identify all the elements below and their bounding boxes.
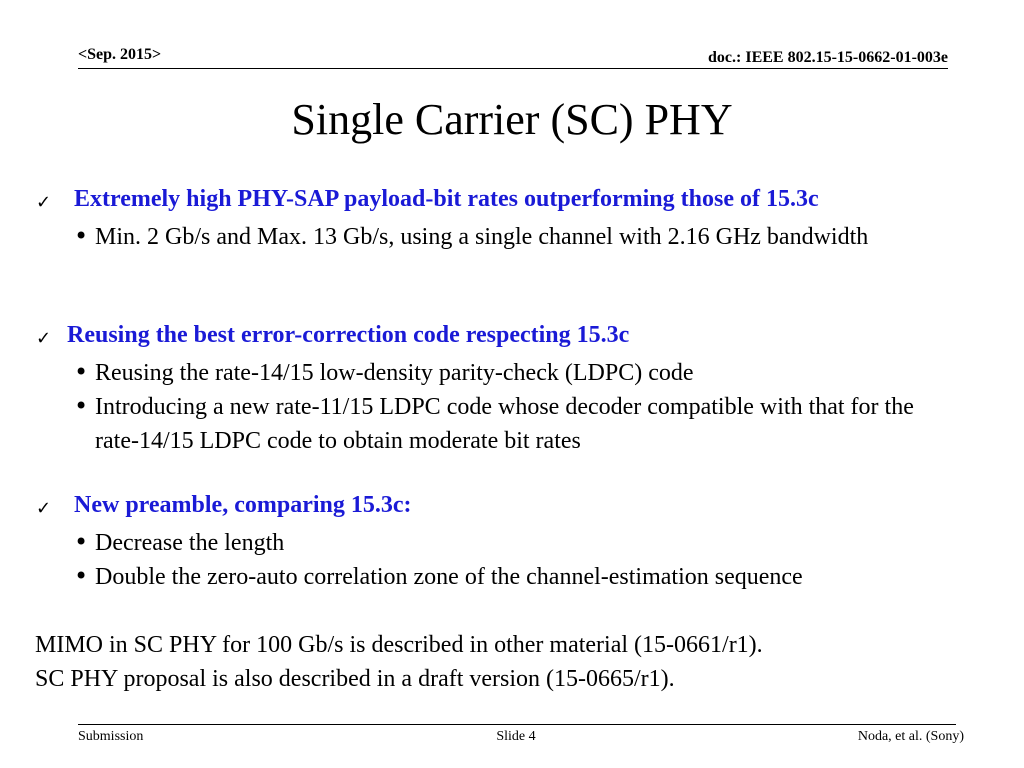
bullet-text: Min. 2 Gb/s and Max. 13 Gb/s, using a single channel with 2.16 GHz bandwidth: [95, 224, 869, 250]
note-text: MIMO in SC PHY for 100 Gb/s is described in other material (15-0661/r1).: [35, 632, 763, 658]
header-divider: [78, 68, 948, 69]
bullet-text: Introducing a new rate-11/15 LDPC code whose decoder compatible with that for the rate-14/15 LDPC code to obtain moderate bit rates: [95, 394, 914, 454]
header-doc-id: doc.: IEEE 802.15-15-0662-01-003e: [708, 49, 948, 66]
note-text: SC PHY proposal is also described in a draft version (15-0665/r1).: [35, 666, 675, 692]
footer-slide-number: Slide 4: [496, 729, 536, 744]
checkmark-icon: ✓: [36, 192, 52, 213]
bullet-icon: •: [74, 528, 89, 556]
footer-authors: Noda, et al. (Sony): [857, 729, 964, 744]
checkmark-icon: ✓: [36, 328, 52, 349]
slide-title: Single Carrier (SC) PHY: [291, 95, 733, 144]
footer-divider: [78, 724, 956, 725]
bullet-text: Double the zero-auto correlation zone of the channel-estimation sequence: [95, 564, 803, 590]
bullet-text: Reusing the rate-14/15 low-density parity-check (LDPC) code: [95, 360, 694, 386]
bullet-icon: •: [74, 562, 89, 590]
bullet-icon: •: [74, 358, 89, 386]
checkmark-icon: ✓: [36, 498, 52, 519]
bullet-icon: •: [74, 222, 89, 250]
section-heading: New preamble, comparing 15.3c:: [74, 492, 412, 518]
bullet-text: Decrease the length: [95, 530, 285, 556]
section-heading: Extremely high PHY-SAP payload-bit rates outperforming those of 15.3c: [74, 186, 819, 212]
header-date: <Sep. 2015>: [78, 46, 162, 63]
bullet-icon: •: [74, 392, 89, 420]
section-heading: Reusing the best error-correction code respecting 15.3c: [67, 322, 630, 348]
footer-submission: Submission: [78, 729, 144, 744]
